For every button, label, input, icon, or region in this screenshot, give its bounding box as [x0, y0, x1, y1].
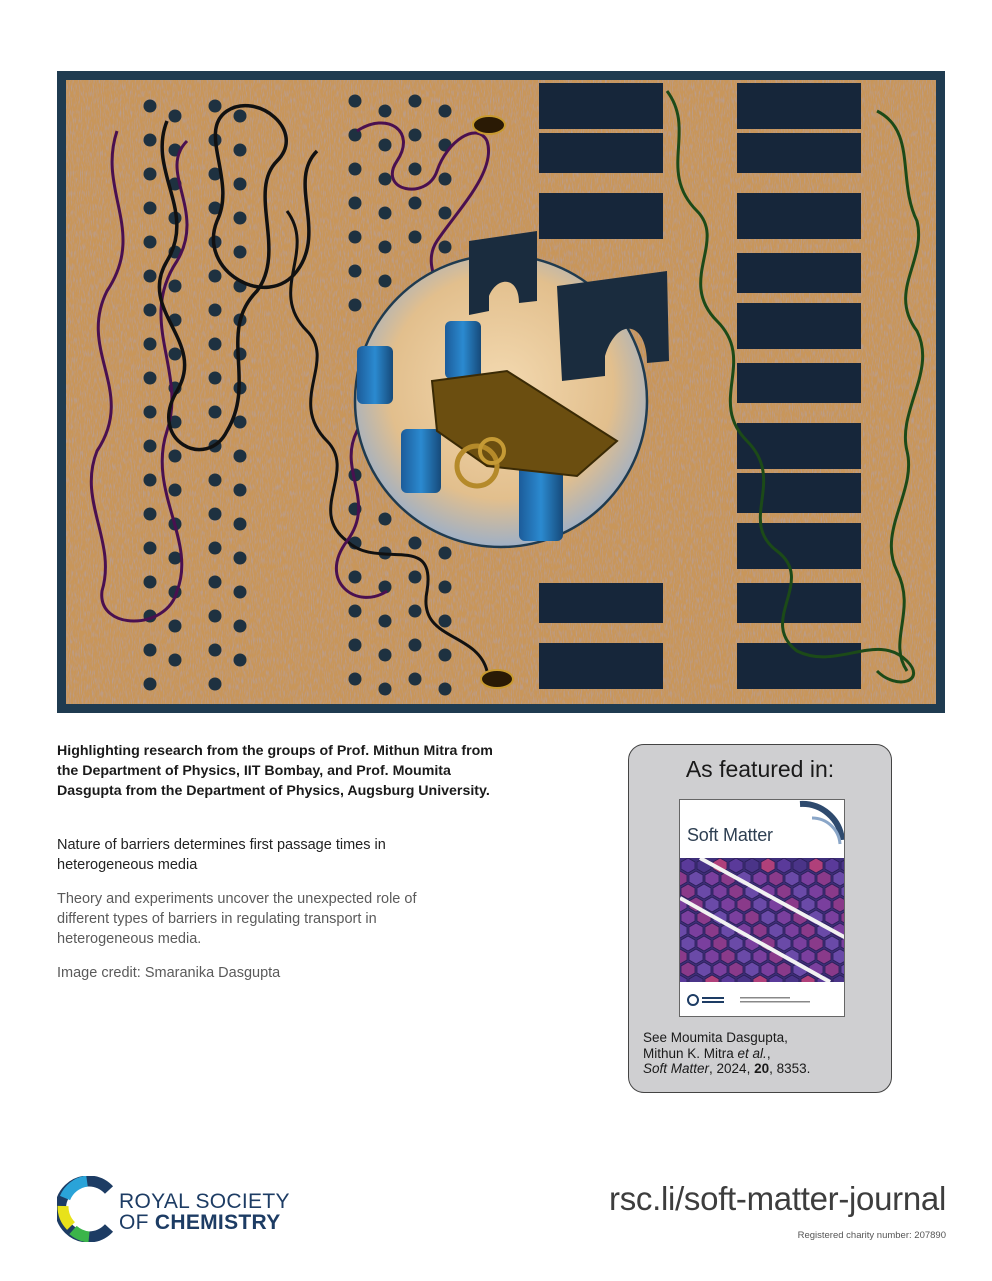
- obstacle-dot: [234, 178, 247, 191]
- obstacle-dot: [209, 678, 222, 691]
- obstacle-dot: [234, 484, 247, 497]
- obstacle-dot: [409, 537, 422, 550]
- obstacle-dot: [439, 241, 452, 254]
- obstacle-dot: [169, 484, 182, 497]
- obstacle-block: [737, 643, 861, 689]
- obstacle-block: [737, 523, 861, 569]
- obstacle-dot: [144, 270, 157, 283]
- obstacle-dot: [349, 299, 362, 312]
- obstacle-dot: [349, 571, 362, 584]
- obstacle-dot: [169, 348, 182, 361]
- journal-cover-title: Soft Matter: [687, 825, 773, 845]
- cylinder-obstacle-1: [357, 346, 393, 404]
- rsc-logo[interactable]: [57, 1176, 297, 1242]
- obstacle-dot: [379, 241, 392, 254]
- citation-line-1: See Moumita Dasgupta,: [643, 1030, 788, 1045]
- obstacle-dot: [144, 304, 157, 317]
- obstacle-dot: [234, 144, 247, 157]
- obstacle-dot: [144, 508, 157, 521]
- obstacle-dot: [209, 542, 222, 555]
- obstacle-dot: [144, 542, 157, 555]
- obstacle-dot: [234, 416, 247, 429]
- obstacle-dot: [169, 110, 182, 123]
- obstacle-dot: [144, 440, 157, 453]
- obstacle-dot: [349, 639, 362, 652]
- obstacle-dot: [379, 139, 392, 152]
- obstacle-dot: [144, 644, 157, 657]
- obstacle-dot: [209, 610, 222, 623]
- obstacle-dot: [234, 110, 247, 123]
- obstacle-block: [737, 363, 861, 403]
- obstacle-dot: [349, 673, 362, 686]
- journal-cover-footer: [680, 988, 845, 1017]
- obstacle-dot: [409, 605, 422, 618]
- obstacle-dot: [379, 207, 392, 220]
- obstacle-dot: [234, 450, 247, 463]
- rsc-logo-mark-icon: [57, 1176, 117, 1242]
- obstacle-dot: [379, 173, 392, 186]
- obstacle-dot: [409, 231, 422, 244]
- obstacle-block: [737, 303, 861, 349]
- obstacle-dot: [234, 620, 247, 633]
- obstacle-dot: [144, 474, 157, 487]
- cylinder-obstacle-2: [445, 321, 481, 379]
- obstacle-block: [737, 473, 861, 513]
- journal-url-link[interactable]: rsc.li/soft-matter-journal: [609, 1180, 946, 1217]
- article-summary: Theory and experiments uncover the unexpected role of different types of barriers in regulating transport in heterogeneous media.: [57, 891, 417, 947]
- obstacle-dot: [234, 212, 247, 225]
- obstacle-dot: [349, 605, 362, 618]
- obstacle-dot: [349, 231, 362, 244]
- obstacle-dot: [169, 620, 182, 633]
- obstacle-dot: [439, 683, 452, 696]
- obstacle-dot: [234, 246, 247, 259]
- obstacle-block: [539, 83, 663, 129]
- obstacle-dot: [234, 518, 247, 531]
- obstacle-block: [539, 583, 663, 623]
- obstacle-block: [737, 423, 861, 469]
- obstacle-dot: [209, 338, 222, 351]
- citation-line-3: Soft Matter, 2024, 20, 8353.: [643, 1061, 811, 1076]
- obstacle-dot: [379, 513, 392, 526]
- obstacle-dot: [379, 615, 392, 628]
- obstacle-dot: [144, 678, 157, 691]
- journal-cover-pattern: [680, 858, 845, 982]
- cover-artwork-svg: [57, 71, 945, 713]
- obstacle-dot: [144, 372, 157, 385]
- obstacle-dot: [169, 552, 182, 565]
- obstacle-block: [737, 193, 861, 239]
- obstacle-dot: [439, 615, 452, 628]
- obstacle-dot: [349, 95, 362, 108]
- obstacle-dot: [144, 202, 157, 215]
- obstacle-dot: [379, 683, 392, 696]
- obstacle-dot: [439, 105, 452, 118]
- research-highlight: Highlighting research from the groups of Prof. Mithun Mitra from the Department of Physics, IIT Bombay, and Prof. Moumita Dasgupta from the Department of Physics, Augsburg University.: [57, 743, 493, 799]
- rsc-name-line2: OF CHEMISTRY: [119, 1211, 281, 1234]
- article-title: Nature of barriers determines first passage times in heterogeneous media: [57, 837, 386, 873]
- obstacle-block: [737, 133, 861, 173]
- obstacle-dot: [144, 134, 157, 147]
- obstacle-dot: [349, 163, 362, 176]
- obstacle-dot: [439, 207, 452, 220]
- obstacle-dot: [439, 173, 452, 186]
- obstacle-dot: [209, 508, 222, 521]
- obstacle-dot: [439, 547, 452, 560]
- citation-reference: [643, 1030, 883, 1077]
- obstacle-dot: [209, 270, 222, 283]
- obstacle-dot: [234, 552, 247, 565]
- obstacle-dot: [209, 304, 222, 317]
- obstacle-dot: [209, 100, 222, 113]
- obstacle-dot: [144, 236, 157, 249]
- obstacle-dot: [144, 338, 157, 351]
- obstacle-dot: [409, 163, 422, 176]
- rsc-name-line1: ROYAL SOCIETY: [119, 1190, 290, 1213]
- obstacle-dot: [209, 406, 222, 419]
- obstacle-dot: [379, 649, 392, 662]
- obstacle-dot: [379, 275, 392, 288]
- obstacle-dot: [349, 265, 362, 278]
- obstacle-dot: [144, 168, 157, 181]
- obstacle-dot: [409, 197, 422, 210]
- obstacle-dot: [234, 586, 247, 599]
- journal-cover-thumbnail[interactable]: [679, 799, 845, 1017]
- obstacle-dot: [439, 649, 452, 662]
- obstacle-dot: [144, 406, 157, 419]
- image-credit: Image credit: Smaranika Dasgupta: [57, 965, 281, 981]
- obstacle-dot: [409, 673, 422, 686]
- obstacle-dot: [409, 129, 422, 142]
- obstacle-dot: [169, 450, 182, 463]
- obstacle-dot: [379, 105, 392, 118]
- obstacle-dot: [439, 581, 452, 594]
- obstacle-dot: [169, 280, 182, 293]
- citation-line-2: Mithun K. Mitra et al.,: [643, 1045, 771, 1061]
- obstacle-block: [737, 253, 861, 293]
- obstacle-dot: [144, 100, 157, 113]
- obstacle-dot: [209, 576, 222, 589]
- obstacle-dot: [409, 95, 422, 108]
- featured-heading: As featured in:: [685, 756, 835, 782]
- obstacle-dot: [409, 639, 422, 652]
- cover-artwork: [57, 71, 945, 713]
- obstacle-dot: [169, 654, 182, 667]
- charity-number: Registered charity number: 207890: [797, 1230, 946, 1241]
- obstacle-dot: [209, 644, 222, 657]
- bug-top: [473, 116, 505, 134]
- obstacle-block: [737, 83, 861, 129]
- cylinder-obstacle-3: [401, 429, 441, 493]
- obstacle-dot: [209, 372, 222, 385]
- bug-bottom: [481, 670, 513, 688]
- obstacle-dot: [209, 474, 222, 487]
- obstacle-dot: [144, 576, 157, 589]
- obstacle-block: [737, 583, 861, 623]
- as-featured-in-box: [628, 744, 892, 1093]
- obstacle-block: [539, 643, 663, 689]
- obstacle-dot: [409, 571, 422, 584]
- obstacle-block: [539, 133, 663, 173]
- obstacle-block: [539, 193, 663, 239]
- obstacle-dot: [349, 197, 362, 210]
- obstacle-dot: [234, 654, 247, 667]
